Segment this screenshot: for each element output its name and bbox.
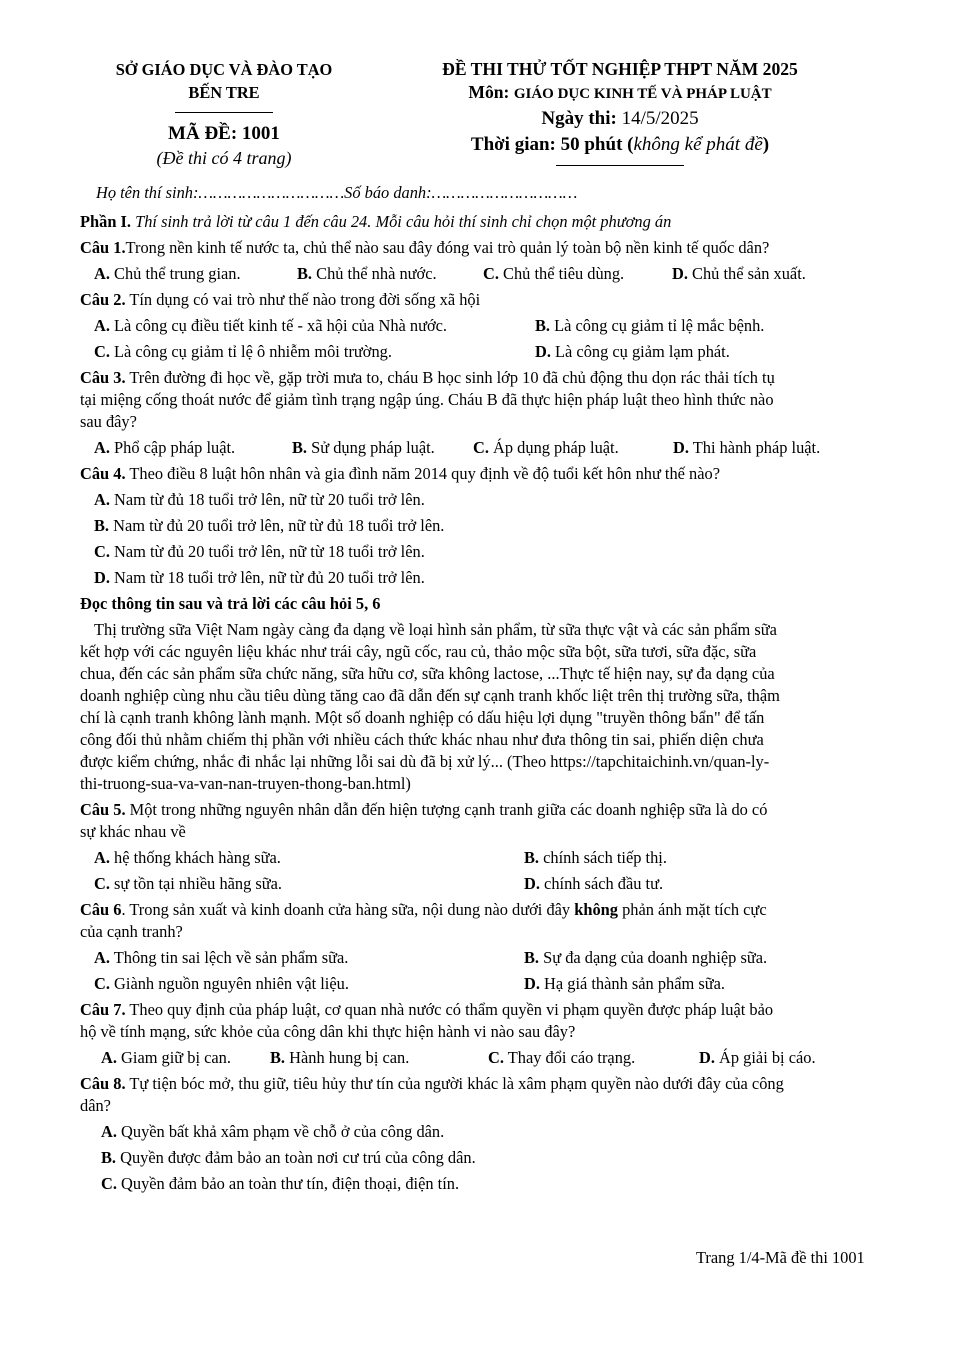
option-c[interactable]: C. Giành nguồn nguyên nhiên vật liệu. (94, 974, 349, 993)
passage-line: kết hợp với các nguyên liệu khác như trái cây, ngũ cốc, rau củ, thảo mộc sữa bột, sữa tươi, sữa đặc, sữa (80, 642, 757, 661)
passage-line: thi-truong-sua-va-van-nan-truyen-thong-ban.html) (80, 774, 411, 793)
question-6-options-row2 (80, 973, 896, 995)
question-3-options (80, 437, 896, 459)
question-text-line: tại miệng cống thoát nước để giảm tình trạng ngập úng. Cháu B đã thực hiện pháp luật theo hình thức nào (80, 390, 774, 409)
question-7-options (80, 1047, 896, 1069)
passage-line: chí là cạnh tranh không lành mạnh. Một số doanh nghiệp có dấu hiệu lợi dụng "truyền thông bẩn" để tấn (80, 708, 765, 727)
date-label: Ngày thi: (541, 108, 617, 129)
exam-date (392, 106, 848, 131)
question-label: Câu 3. (80, 368, 126, 387)
option-d[interactable]: D. chính sách đầu tư. (524, 874, 664, 893)
question-text: Theo quy định của pháp luật, cơ quan nhà nước có thẩm quyền vi phạm quyền được pháp luật bảo (129, 1000, 774, 1019)
question-5 (80, 799, 896, 843)
option-d[interactable]: D. Hạ giá thành sản phẩm sữa. (524, 974, 725, 993)
option-d[interactable]: D. Nam từ 18 tuổi trở lên, nữ từ đủ 20 tuổi trở lên. (94, 568, 425, 587)
question-text: . Trong sản xuất và kinh doanh cửa hàng sữa, nội dung nào dưới đây (121, 900, 575, 919)
passage-line: công đối thủ nhằm chiếm thị phần với nhiều cách thức khác nhau như đưa thông tin sai, phiến diện chưa (80, 730, 764, 749)
candidate-info-line: Họ tên thí sinh:…………………………Số báo danh:………………………… (96, 183, 578, 202)
option-c[interactable]: C. sự tồn tại nhiều hãng sữa. (94, 874, 283, 893)
question-text-line: hộ về tính mạng, sức khỏe của công dân khi thực hiện hành vi nào sau đây? (80, 1022, 576, 1041)
question-text: Theo điều 8 luật hôn nhân và gia đình năm 2014 quy định về độ tuổi kết hôn như thế nào? (129, 464, 720, 483)
option-a[interactable]: A. Là công cụ điều tiết kinh tế - xã hội của Nhà nước. (94, 316, 448, 335)
option-d[interactable]: D. Thi hành pháp luật. (673, 438, 821, 457)
exam-content (80, 211, 896, 1195)
question-label: Câu 5. (80, 800, 126, 819)
question-6-options-row1 (80, 947, 896, 969)
question-text: Một trong những nguyên nhân dẫn đến hiện tượng cạnh tranh giữa các doanh nghiệp sữa là do có (129, 800, 768, 819)
question-3 (80, 367, 896, 433)
option-d[interactable]: D. Áp giải bị cáo. (699, 1048, 816, 1067)
question-text: Tín dụng có vai trò như thế nào trong đời sống xã hội (129, 290, 481, 309)
question-text: Tự tiện bóc mở, thu giữ, tiêu hủy thư tín của người khác là xâm phạm quyền nào dưới đây của công (129, 1074, 784, 1093)
exam-subject (392, 81, 848, 106)
org-name-line2: BẾN TRE (188, 83, 260, 102)
date-value: 14/5/2025 (621, 108, 699, 129)
question-7 (80, 999, 896, 1043)
option-c[interactable]: C. Quyền đảm bảo an toàn thư tín, điện thoại, điện tín. (101, 1174, 460, 1193)
question-label: Câu 6 (80, 900, 122, 919)
header-right-rule (556, 165, 684, 166)
question-label: Câu 4. (80, 464, 126, 483)
question-label: Câu 8. (80, 1074, 126, 1093)
option-a[interactable]: A. Phổ cập pháp luật. (94, 438, 236, 457)
question-label: Câu 2. (80, 290, 126, 309)
question-text-line (80, 999, 896, 1021)
org-name-line1: SỞ GIÁO DỤC VÀ ĐÀO TẠO (115, 60, 333, 79)
time-close: ) (762, 134, 770, 155)
option-b[interactable]: B. Hành hung bị can. (270, 1048, 410, 1067)
header-right (392, 58, 848, 166)
option-b[interactable]: B. Chủ thể nhà nước. (297, 264, 437, 283)
option-d[interactable]: D. Chủ thể sản xuất. (672, 264, 806, 283)
subject-label: Môn: (468, 82, 510, 102)
question-2 (80, 289, 896, 311)
option-b[interactable]: B. Sự đa dạng của doanh nghiệp sữa. (524, 948, 768, 967)
passage-line: được kiểm chứng, nhắc đi nhắc lại những lỗi sai dù đã bị xử lý... (Theo https://tapchitaichinh.vn/quan-ly- (80, 752, 770, 771)
exam-time (392, 131, 848, 159)
option-a[interactable]: A. Nam từ đủ 18 tuổi trở lên, nữ từ 20 tuổi trở lên. (94, 490, 425, 509)
question-6 (80, 899, 896, 943)
question-8 (80, 1073, 896, 1117)
part1-instruction (80, 211, 896, 233)
question-text: Trên đường đi học về, gặp trời mưa to, cháu B học sinh lớp 10 đã chủ động thu dọn rác thải tích tụ (129, 368, 775, 387)
question-text-line (80, 367, 896, 389)
question-2-options-row2 (80, 341, 896, 363)
option-b[interactable]: B. Quyền được đảm bảo an toàn nơi cư trú của công dân. (101, 1148, 476, 1167)
time-label: Thời gian: 50 phút ( (470, 134, 634, 155)
header-left (78, 58, 370, 171)
question-text-line (80, 1073, 896, 1095)
option-c[interactable]: C. Chủ thể tiêu dùng. (483, 264, 625, 283)
question-label: Câu 1. (80, 238, 126, 257)
question-5-options-row2 (80, 873, 896, 895)
question-text-line (80, 899, 896, 921)
part1-text: Thí sinh trả lời từ câu 1 đến câu 24. Mỗi câu hỏi thí sinh chỉ chọn một phương án (135, 212, 672, 231)
part1-label: Phần I. (80, 212, 132, 231)
question-text-line: dân? (80, 1096, 111, 1115)
passage-line: doanh nghiệp cùng nhu cầu tiêu dùng tăng cao đã dẫn đến sự cạnh tranh khốc liệt trên thị trường sữa, thậm (80, 686, 780, 705)
question-text-line: sự khác nhau về (80, 822, 186, 841)
option-c[interactable]: C. Áp dụng pháp luật. (473, 438, 619, 457)
exam-code: MÃ ĐỀ: 1001 (168, 123, 280, 144)
time-note: không kể phát đề (633, 134, 763, 155)
question-5-options-row1 (80, 847, 896, 869)
option-a[interactable]: A. Giam giữ bị can. (101, 1048, 231, 1067)
option-a[interactable]: A. hệ thống khách hàng sữa. (94, 848, 281, 867)
question-2-options-row1 (80, 315, 896, 337)
passage-text (80, 619, 896, 795)
option-b[interactable]: B. Sử dụng pháp luật. (292, 438, 435, 457)
question-text-line: sau đây? (80, 412, 137, 431)
question-text-line: của cạnh tranh? (80, 922, 183, 941)
question-4 (80, 463, 896, 485)
option-c[interactable]: C. Nam từ đủ 20 tuổi trở lên, nữ từ 18 tuổi trở lên. (94, 542, 425, 561)
question-text: Trong nền kinh tế nước ta, chủ thể nào sau đây đóng vai trò quản lý toàn bộ nền kinh tế quốc dân? (125, 238, 770, 257)
emphasis-word: không (574, 900, 618, 919)
passage-line: Thị trường sữa Việt Nam ngày càng đa dạng về loại hình sản phẩm, từ sữa thực vật và các sản phẩm sữa (94, 620, 777, 639)
question-1-options (80, 263, 896, 285)
option-a[interactable]: A. Quyền bất khả xâm phạm về chỗ ở của công dân. (101, 1122, 445, 1141)
page-footer: Trang 1/4-Mã đề thi 1001 (696, 1248, 865, 1267)
passage-line: chua, đến các sản phẩm sữa chức năng, sữa hữu cơ, sữa không lactose, ...Thực tế hiện nay, sự đa dạng của (80, 664, 775, 683)
question-1 (80, 237, 896, 259)
question-text-line (80, 799, 896, 821)
option-c[interactable]: C. Thay đổi cáo trạng. (488, 1048, 636, 1067)
option-a[interactable]: A. Chủ thể trung gian. (94, 264, 241, 283)
header-left-rule (175, 112, 273, 113)
option-b[interactable]: B. Nam từ đủ 20 tuổi trở lên, nữ từ đủ 18 tuổi trở lên. (94, 516, 445, 535)
pages-note: (Đề thi có 4 trang) (156, 148, 292, 168)
question-text: phản ánh mặt tích cực (617, 900, 767, 919)
option-c[interactable]: C. Là công cụ giảm tỉ lệ ô nhiễm môi trường. (94, 342, 392, 361)
option-b[interactable]: B. chính sách tiếp thị. (524, 848, 667, 867)
subject-name: GIÁO DỤC KINH TẾ VÀ PHÁP LUẬT (513, 86, 772, 102)
option-a[interactable]: A. Thông tin sai lệch về sản phẩm sữa. (94, 948, 349, 967)
exam-title: ĐỀ THI THỬ TỐT NGHIỆP THPT NĂM 2025 (442, 59, 798, 79)
option-b[interactable]: B. Là công cụ giảm tỉ lệ mắc bệnh. (535, 316, 765, 335)
passage-heading: Đọc thông tin sau và trả lời các câu hỏi 5, 6 (80, 594, 381, 613)
option-d[interactable]: D. Là công cụ giảm lạm phát. (535, 342, 730, 361)
question-label: Câu 7. (80, 1000, 126, 1019)
